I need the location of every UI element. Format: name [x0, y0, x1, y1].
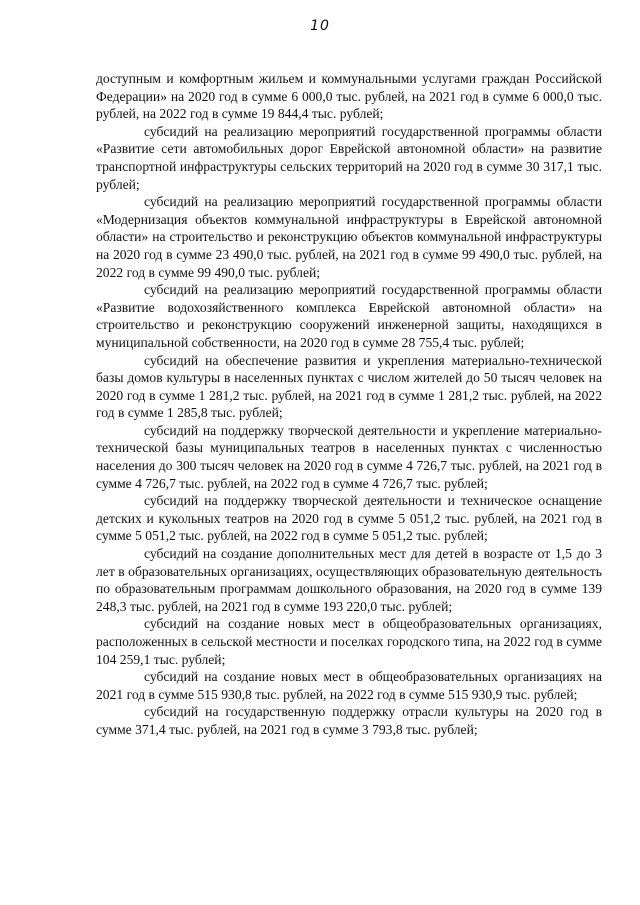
paragraph-rural-school-places-subsidy: субсидий на создание новых мест в общеобразовательных организациях, расположенных в сельской местности и поселках городского типа, на 2022 год в сумме 104 259,1 тыс. рублей; [96, 616, 602, 667]
paragraph-culture-houses-subsidy: субсидий на обеспечение развития и укрепления материально-технической базы домов культуры в населенных пунктах с числом жителей до 50 тысяч человек на 2020 год в сумме 1 281,2 тыс. рублей, на 2021 год в сумме 1 281,2 тыс. рублей, на 2022 год в сумме 1 285,8 тыс. рублей; [96, 352, 602, 421]
paragraph-roads-subsidy: субсидий на реализацию мероприятий государственной программы области «Развитие сети автомобильных дорог Еврейской автономной области» на развитие транспортной инфраструктуры сельских территорий на 2020 год в сумме 30 317,1 тыс. рублей; [96, 123, 602, 192]
page-number: 10 [310, 18, 330, 34]
paragraph-water-management-subsidy: субсидий на реализацию мероприятий государственной программы области «Развитие водохозяйственного комплекса Еврейской автономной области» на строительство и реконструкцию сооружений инженерной защиты, находящихся в муниципальной собственности, на 2020 год в сумме 28 755,4 тыс. рублей; [96, 282, 602, 350]
document-body [96, 70, 602, 739]
paragraph-municipal-theatres-subsidy: субсидий на поддержку творческой деятельности и укрепление материально-технической базы муниципальных театров в населенных пунктах с численностью населения до 300 тысяч человек на 2020 год в сумме 4 726,7 тыс. рублей, на 2021 год в сумме 4 726,7 тыс. рублей, на 2022 год в сумме 4 726,7 тыс. рублей; [96, 422, 602, 491]
paragraph-school-places-subsidy: субсидий на создание новых мест в общеобразовательных организациях на 2021 год в сумме 515 930,8 тыс. рублей, на 2022 год в сумме 515 930,9 тыс. рублей; [96, 669, 602, 702]
paragraph-preschool-places-subsidy: субсидий на создание дополнительных мест для детей в возрасте от 1,5 до 3 лет в образовательных организациях, осуществляющих образовательную деятельность по образовательным программам дошкольного образования, на 2020 год в сумме 139 248,3 тыс. рублей, на 2021 год в сумме 193 220,0 тыс. рублей; [96, 546, 602, 614]
paragraph-communal-infrastructure-subsidy: субсидий на реализацию мероприятий государственной программы области «Модернизация объектов коммунальной инфраструктуры в Еврейской автономной области» на строительство и реконструкцию объектов коммунальной инфраструктуры на 2020 год в сумме 23 490,0 тыс. рублей, на 2021 год в сумме 99 490,0 тыс. рублей, на 2022 год в сумме 99 490,0 тыс. рублей; [96, 194, 602, 280]
paragraph-housing-continuation: доступным и комфортным жильем и коммунальными услугами граждан Российской Федерации» на 2020 год в сумме 6 000,0 тыс. рублей, на 2021 год в сумме 6 000,0 тыс. рублей, на 2022 год в сумме 19 844,4 тыс. рублей; [96, 71, 602, 122]
paragraph-culture-support-subsidy: субсидий на государственную поддержку отрасли культуры на 2020 год в сумме 371,4 тыс. рублей, на 2021 год в сумме 3 793,8 тыс. рублей; [96, 704, 602, 737]
paragraph-children-puppet-theatres-subsidy: субсидий на поддержку творческой деятельности и техническое оснащение детских и кукольных театров на 2020 год в сумме 5 051,2 тыс. рублей, на 2021 год в сумме 5 051,2 тыс. рублей, на 2022 год в сумме 5 051,2 тыс. рублей; [96, 493, 602, 544]
